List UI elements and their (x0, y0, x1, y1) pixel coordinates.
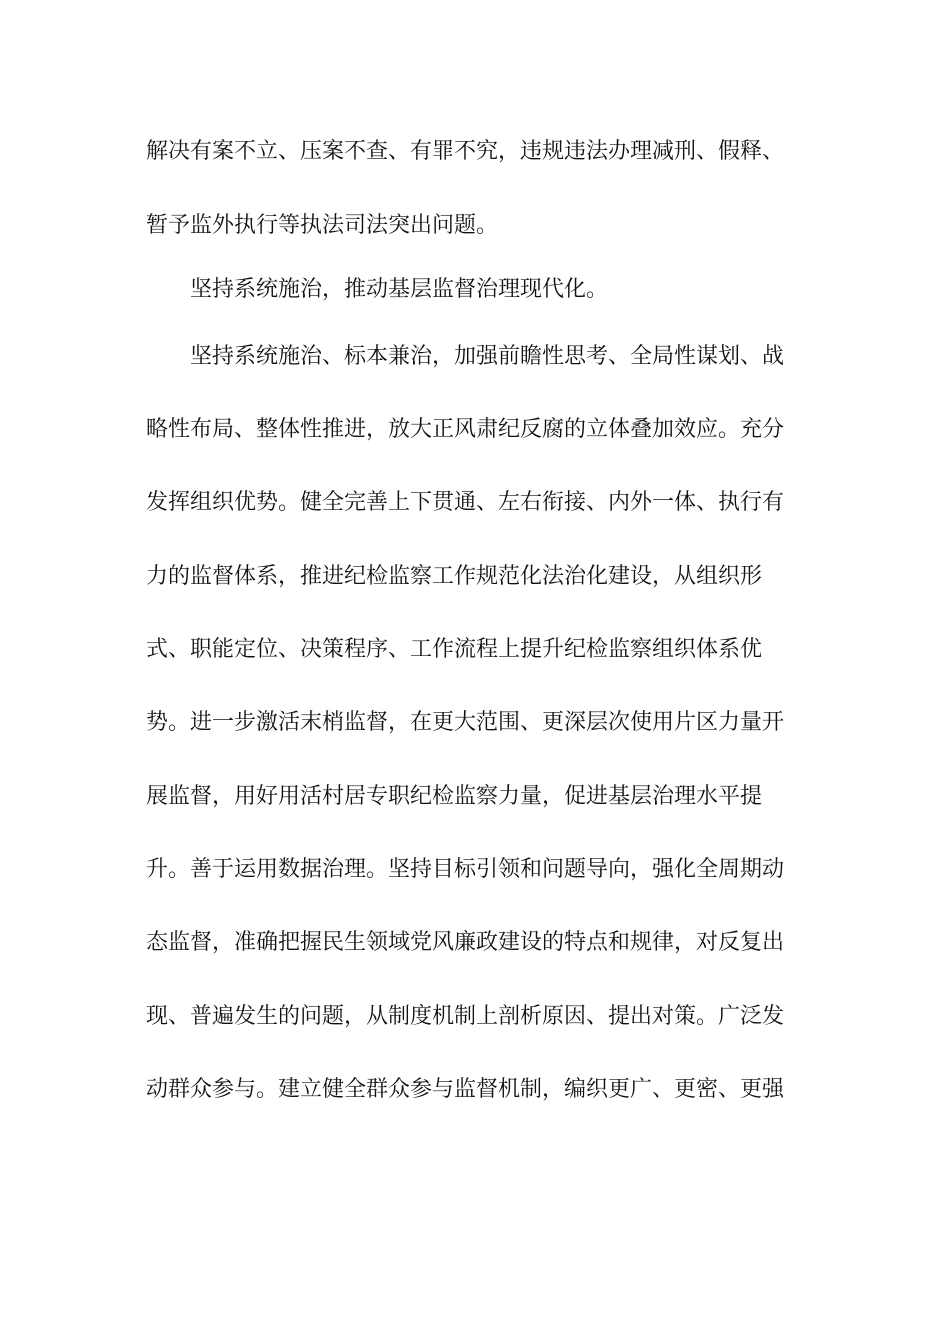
text-line: 略性布局、整体性推进，放大正风肃纪反腐的立体叠加效应。充分 (146, 417, 785, 442)
text-line: 暂予监外执行等执法司法突出问题。 (146, 213, 499, 238)
text-line: 坚持系统施治、标本兼治，加强前瞻性思考、全局性谋划、战 (190, 344, 785, 369)
text-line: 式、职能定位、决策程序、工作流程上提升纪检监察组织体系优 (146, 637, 763, 662)
text-line: 现、普遍发生的问题，从制度机制上剖析原因、提出对策。广泛发 (146, 1004, 785, 1029)
text-line: 态监督，准确把握民生领域党风廉政建设的特点和规律，对反复出 (146, 930, 785, 955)
text-line: 升。善于运用数据治理。坚持目标引领和问题导向，强化全周期动 (146, 857, 785, 882)
text-line: 势。进一步激活末梢监督，在更大范围、更深层次使用片区力量开 (146, 710, 785, 735)
text-line: 展监督，用好用活村居专职纪检监察力量，促进基层治理水平提 (146, 784, 763, 809)
text-line: 动群众参与。建立健全群众参与监督机制，编织更广、更密、更强 (146, 1077, 785, 1102)
text-line: 发挥组织优势。健全完善上下贯通、左右衔接、内外一体、执行有 (146, 490, 785, 515)
text-line: 解决有案不立、压案不查、有罪不究，违规违法办理减刑、假释、 (146, 139, 785, 164)
text-line: 力的监督体系，推进纪检监察工作规范化法治化建设，从组织形 (146, 564, 763, 589)
section-heading: 坚持系统施治，推动基层监督治理现代化。 (190, 277, 609, 302)
